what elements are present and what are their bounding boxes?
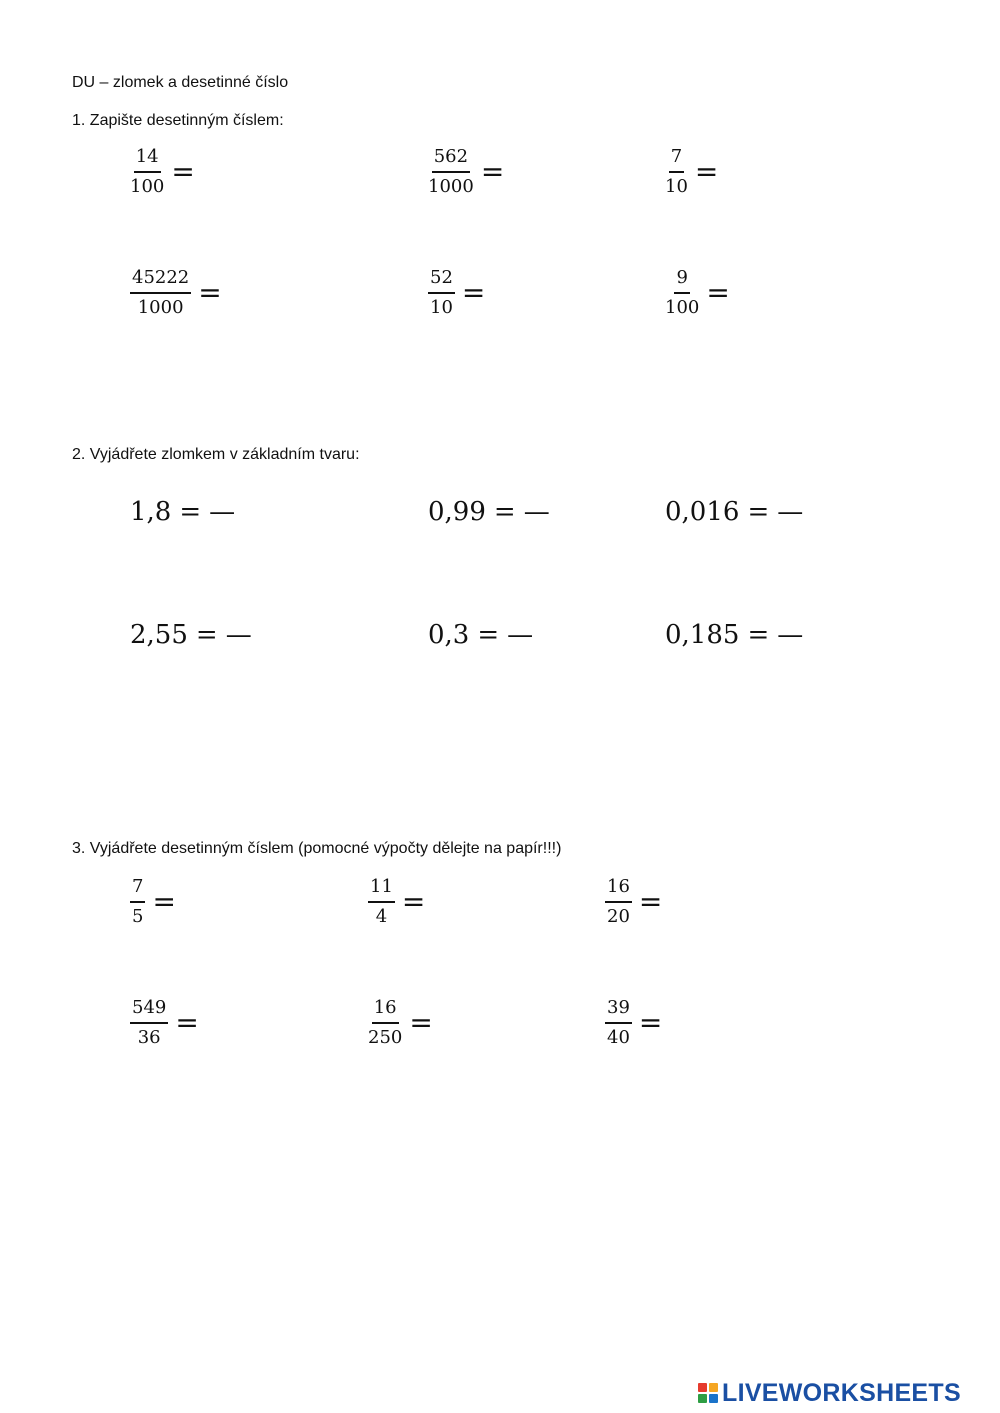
equals-sign: = [152,885,176,918]
numerator: 7 [130,876,145,903]
equals-sign: = [480,155,505,188]
equals-sign: = [477,620,500,650]
denominator: 10 [665,176,688,197]
liveworksheets-logo [698,1378,961,1408]
logo-square [709,1383,718,1392]
decimal-item [665,497,803,527]
fraction-item [428,146,504,198]
fraction [368,876,395,928]
fraction-item [130,876,176,928]
equals-sign: = [179,497,202,527]
denominator: 1000 [428,176,474,197]
decimal-value: 0,99 [428,497,486,527]
logo-text: LIVEWORKSHEETS [722,1378,961,1407]
fraction [605,997,632,1049]
numerator: 39 [605,997,632,1024]
fraction-blank: — [209,497,236,527]
fraction [428,267,455,319]
fraction-item [605,997,662,1049]
fraction-blank: — [507,620,534,650]
equals-sign: = [461,276,486,309]
equals-sign: = [175,1006,199,1039]
numerator: 52 [428,267,455,294]
numerator: 16 [605,876,632,903]
equals-sign: = [401,885,426,918]
page-title: DU – zlomek a desetinné číslo [72,74,289,91]
fraction [605,876,632,928]
fraction [130,997,168,1049]
fraction [130,267,191,319]
fraction-item [368,997,433,1049]
equals-sign: = [493,497,516,527]
denominator: 250 [368,1027,403,1048]
equals-sign: = [638,1006,663,1039]
equals-sign: = [198,276,222,309]
section-1-heading: 1. Zapište desetinným číslem: [72,112,284,129]
decimal-value: 0,3 [428,620,470,650]
denominator: 100 [665,297,700,318]
fraction-item [130,267,222,319]
fraction-item [665,267,730,319]
denominator: 1000 [137,297,184,318]
fraction-blank: — [777,620,804,650]
fraction [368,997,402,1049]
decimal-value: 2,55 [130,620,188,650]
numerator: 7 [669,146,684,173]
fraction [665,267,699,319]
decimal-value: 0,185 [665,620,740,650]
equals-sign: = [195,620,218,650]
denominator: 10 [430,297,453,318]
numerator: 14 [134,146,161,173]
equals-sign: = [706,276,730,309]
denominator: 40 [607,1027,630,1048]
fraction-item [665,146,718,198]
fraction-blank: — [225,620,252,650]
denominator: 5 [132,906,144,927]
fraction-blank: — [777,497,804,527]
equals-sign: = [638,885,663,918]
fraction [665,146,688,198]
fraction [428,146,474,198]
decimal-item [665,620,803,650]
decimal-value: 0,016 [665,497,740,527]
equals-sign: = [694,155,719,188]
decimal-value: 1,8 [130,497,172,527]
equals-sign: = [747,497,770,527]
numerator: 11 [368,876,395,903]
logo-square [698,1383,707,1392]
logo-mark-icon [698,1383,718,1403]
logo-square [698,1394,707,1403]
numerator: 9 [674,267,689,294]
fraction [130,876,145,928]
numerator: 45222 [130,267,191,294]
decimal-item [130,497,235,527]
decimal-item [428,497,550,527]
equals-sign: = [747,620,770,650]
fraction [130,146,164,198]
numerator: 16 [372,997,399,1024]
section-2-heading: 2. Vyjádřete zlomkem v základním tvaru: [72,446,360,463]
section-3-heading: 3. Vyjádřete desetinným číslem (pomocné výpočty dělejte na papír!!!) [72,840,562,857]
numerator: 549 [130,997,168,1024]
denominator: 36 [137,1027,161,1048]
decimal-item [130,620,252,650]
fraction-item [428,267,485,319]
fraction-item [605,876,662,928]
logo-square [709,1394,718,1403]
fraction-item [130,146,195,198]
denominator: 100 [130,176,165,197]
numerator: 562 [432,146,470,173]
denominator: 20 [607,906,630,927]
equals-sign: = [409,1006,433,1039]
fraction-blank: — [523,497,550,527]
denominator: 4 [375,906,388,927]
fraction-item [130,997,199,1049]
equals-sign: = [171,155,195,188]
fraction-item [368,876,425,928]
decimal-item [428,620,533,650]
